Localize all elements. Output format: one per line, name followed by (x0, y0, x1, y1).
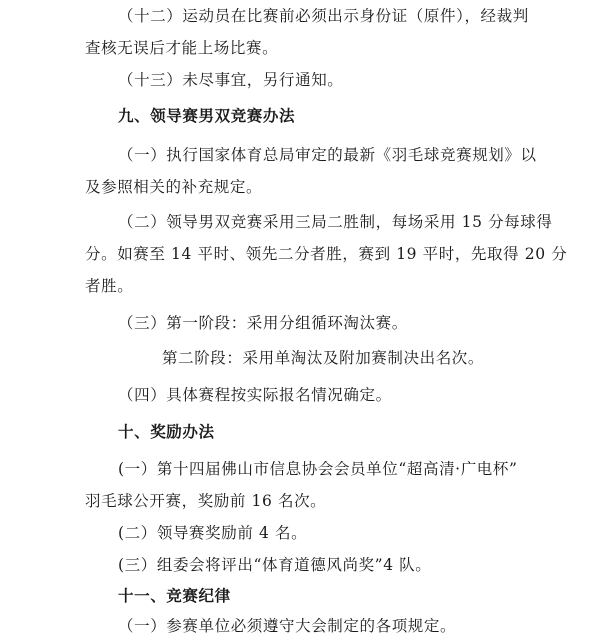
paragraph-line: （三）第一阶段：采用分组循环淘汰赛。 (118, 314, 408, 332)
paragraph-line: （十二）运动员在比赛前必须出示身份证（原件），经裁判 (118, 7, 529, 25)
paragraph-line: 羽毛球公开赛，奖励前 16 名次。 (85, 492, 327, 510)
paragraph-line: 分。如赛至 14 平时、领先二分者胜，赛到 19 平时，先取得 20 分 (85, 245, 568, 263)
paragraph-line: 及参照相关的补充规定。 (85, 178, 263, 196)
paragraph-line: 查核无误后才能上场比赛。 (85, 39, 279, 57)
paragraph-line: （二）领导男双竞赛采用三局二胜制，每场采用 15 分每球得 (118, 213, 553, 231)
section-heading: 十、奖励办法 (118, 423, 215, 441)
paragraph-line: 者胜。 (85, 277, 134, 295)
paragraph-line: (三）组委会将评出“体育道德风尚奖”4 队。 (118, 556, 432, 574)
paragraph-line: (二）领导赛奖励前 4 名。 (118, 524, 308, 542)
section-heading: 十一、竞赛纪律 (118, 587, 231, 605)
paragraph-line: （四）具体赛程按实际报名情况确定。 (118, 386, 392, 404)
paragraph-line: 第二阶段：采用单淘汰及附加赛制决出名次。 (162, 349, 485, 367)
paragraph-line: （一）执行国家体育总局审定的最新《羽毛球竞赛规划》以 (118, 146, 537, 164)
paragraph-line: （一）参赛单位必须遵守大会制定的各项规定。 (118, 617, 457, 635)
paragraph-line: (一）第十四届佛山市信息协会会员单位“超高清·广电杯” (118, 460, 518, 478)
paragraph-line: （十三）未尽事宜，另行通知。 (118, 71, 344, 89)
section-heading: 九、领导赛男双竞赛办法 (118, 107, 296, 125)
